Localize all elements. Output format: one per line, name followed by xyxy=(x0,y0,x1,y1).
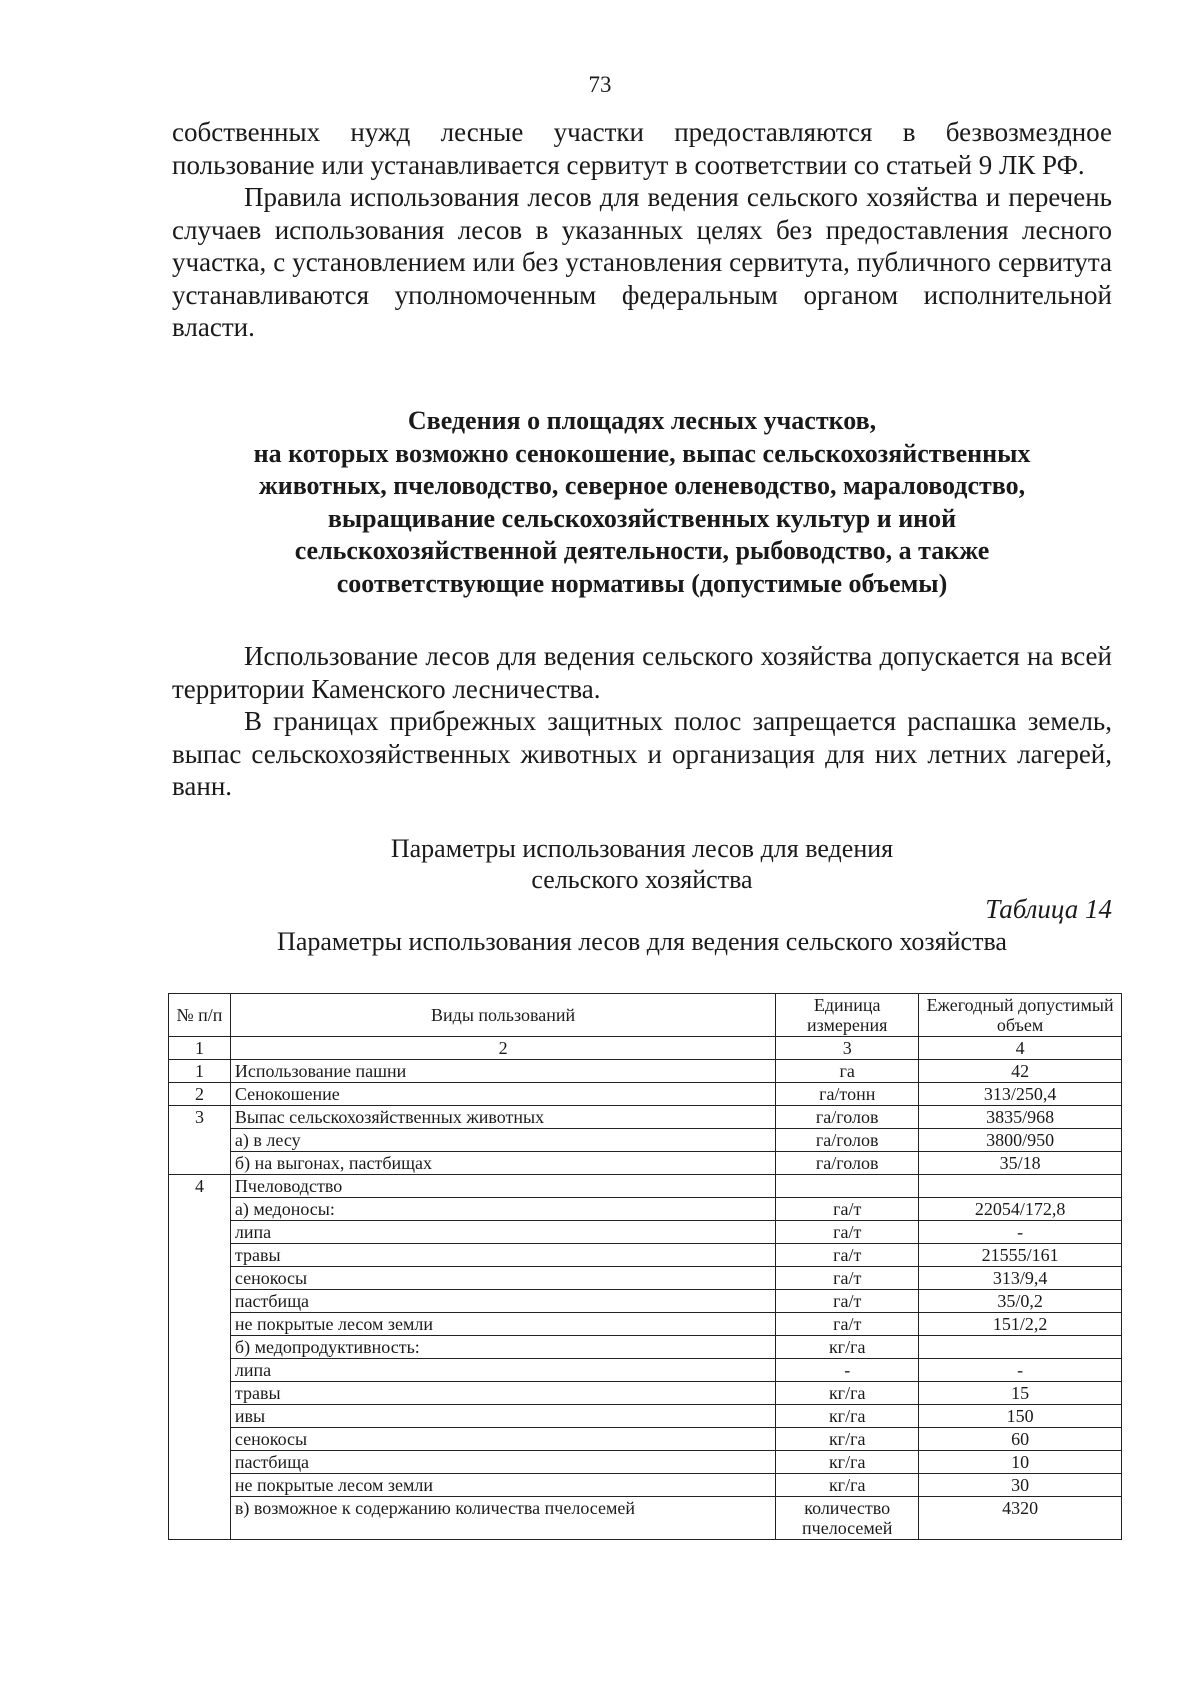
row-value-cell: 313/9,4 xyxy=(919,1267,1122,1290)
row-unit-cell: кг/га xyxy=(776,1405,919,1428)
row-value-cell xyxy=(919,1336,1122,1359)
table-row xyxy=(169,1428,1122,1451)
row-value-cell: 10 xyxy=(919,1451,1122,1474)
header-num: № п/п xyxy=(169,994,231,1037)
usage-paragraph-1: Использование лесов для ведения сельского хозяйства допускается на всей территории Каменского лесничества. xyxy=(172,641,1112,704)
row-unit-cell: количество пчелосемей xyxy=(776,1497,919,1540)
row-name-cell: травы xyxy=(230,1382,775,1405)
table-row xyxy=(169,1198,1122,1221)
row-unit-cell: кг/га xyxy=(776,1428,919,1451)
subtitle-line: Параметры использования лесов для ведения xyxy=(390,834,894,863)
row-number-cell: 3 xyxy=(169,1106,231,1175)
header-name: Виды пользований xyxy=(230,994,775,1037)
table-caption: Параметры использования лесов для ведения сельского хозяйства xyxy=(277,927,1007,956)
row-unit-cell: га/голов xyxy=(776,1129,919,1152)
heading-line: соответствующие нормативы (допустимые объемы) xyxy=(336,568,948,598)
row-value-cell: 21555/161 xyxy=(919,1244,1122,1267)
table-row xyxy=(169,1405,1122,1428)
table-number: Таблица 14 xyxy=(985,894,1112,924)
row-value-cell: 35/18 xyxy=(919,1152,1122,1175)
parameters-subtitle xyxy=(172,833,1112,895)
row-value-cell: 30 xyxy=(919,1474,1122,1497)
column-number: 3 xyxy=(776,1037,919,1060)
row-name-cell: не покрытые лесом земли xyxy=(230,1313,775,1336)
column-number: 2 xyxy=(230,1037,775,1060)
row-unit-cell: га/т xyxy=(776,1198,919,1221)
column-number: 4 xyxy=(919,1037,1122,1060)
row-name-cell: сенокосы xyxy=(230,1428,775,1451)
row-value-cell: - xyxy=(919,1359,1122,1382)
row-name-cell: ивы xyxy=(230,1405,775,1428)
row-unit-cell xyxy=(776,1175,919,1198)
table-row xyxy=(169,1336,1122,1359)
row-value-cell: 3800/950 xyxy=(919,1129,1122,1152)
row-unit-cell: кг/га xyxy=(776,1336,919,1359)
row-number-cell: 1 xyxy=(169,1060,231,1083)
row-value-cell: 35/0,2 xyxy=(919,1290,1122,1313)
row-unit-cell: га/т xyxy=(776,1313,919,1336)
table-row xyxy=(169,1382,1122,1405)
table-body xyxy=(169,1060,1122,1540)
table-row xyxy=(169,1244,1122,1267)
row-unit-cell: га/голов xyxy=(776,1106,919,1129)
row-value-cell xyxy=(919,1175,1122,1198)
row-value-cell: 60 xyxy=(919,1428,1122,1451)
row-unit-cell: га/голов xyxy=(776,1152,919,1175)
row-value-cell: 313/250,4 xyxy=(919,1083,1122,1106)
table-row xyxy=(169,1313,1122,1336)
section-heading xyxy=(172,405,1112,601)
row-name-cell: Сенокошение xyxy=(230,1083,775,1106)
row-number-cell: 2 xyxy=(169,1083,231,1106)
row-name-cell: в) возможное к содержанию количества пчелосемей xyxy=(230,1497,775,1540)
row-name-cell: б) медопродуктивность: xyxy=(230,1336,775,1359)
row-value-cell: 3835/968 xyxy=(919,1106,1122,1129)
intro-text xyxy=(172,116,1112,344)
row-name-cell: а) медоносы: xyxy=(230,1198,775,1221)
row-value-cell: 42 xyxy=(919,1060,1122,1083)
column-number: 1 xyxy=(169,1037,231,1060)
heading-line: выращивание сельскохозяйственных культур и иной xyxy=(327,503,957,533)
row-name-cell: липа xyxy=(230,1221,775,1244)
heading-line: на которых возможно сенокошение, выпас сельскохозяйственных xyxy=(253,438,1031,468)
row-number-cell: 4 xyxy=(169,1175,231,1540)
table-row xyxy=(169,1129,1122,1152)
table-column-numbers-row xyxy=(169,1037,1122,1060)
row-name-cell: а) в лесу xyxy=(230,1129,775,1152)
table-row xyxy=(169,1083,1122,1106)
row-unit-cell: - xyxy=(776,1359,919,1382)
table-row xyxy=(169,1152,1122,1175)
row-name-cell: пастбища xyxy=(230,1451,775,1474)
row-name-cell: Использование пашни xyxy=(230,1060,775,1083)
row-name-cell: сенокосы xyxy=(230,1267,775,1290)
row-name-cell: травы xyxy=(230,1244,775,1267)
table-row xyxy=(169,1267,1122,1290)
row-value-cell: 4320 xyxy=(919,1497,1122,1540)
row-unit-cell: га xyxy=(776,1060,919,1083)
row-unit-cell: кг/га xyxy=(776,1474,919,1497)
intro-paragraph-2: Правила использования лесов для ведения сельского хозяйства и перечень случаев использования лесов в указанных целях без предоставления лесного участка, с установлением или без установления сервитута, публичного сервитута устанавливаются уполномоченным федеральным органом исполнительной власти. xyxy=(172,182,1112,342)
row-value-cell: 22054/172,8 xyxy=(919,1198,1122,1221)
table-row xyxy=(169,1451,1122,1474)
row-value-cell: - xyxy=(919,1221,1122,1244)
intro-paragraph-1: собственных нужд лесные участки предоставляются в безвозмездное пользование или устанавливается сервитут в соответствии со статьей 9 ЛК РФ. xyxy=(172,117,1112,180)
table-row xyxy=(169,1060,1122,1083)
row-unit-cell: кг/га xyxy=(776,1382,919,1405)
table-row xyxy=(169,1106,1122,1129)
row-name-cell: Выпас сельскохозяйственных животных xyxy=(230,1106,775,1129)
row-value-cell: 151/2,2 xyxy=(919,1313,1122,1336)
row-value-cell: 150 xyxy=(919,1405,1122,1428)
parameters-table xyxy=(168,993,1122,1540)
table-row xyxy=(169,1290,1122,1313)
heading-line: животных, пчеловодство, северное оленеводство, мараловодство, xyxy=(258,471,1026,501)
table-row xyxy=(169,1474,1122,1497)
row-unit-cell: га/т xyxy=(776,1221,919,1244)
usage-text xyxy=(172,640,1112,803)
row-name-cell: Пчеловодство xyxy=(230,1175,775,1198)
subtitle-line: сельского хозяйства xyxy=(531,865,753,894)
header-unit: Единица измерения xyxy=(776,994,919,1037)
table-row xyxy=(169,1359,1122,1382)
table-row xyxy=(169,1175,1122,1198)
row-unit-cell: га/т xyxy=(776,1267,919,1290)
heading-line: Сведения о площадях лесных участков, xyxy=(407,406,877,435)
row-name-cell: б) на выгонах, пастбищах xyxy=(230,1152,775,1175)
usage-paragraph-2: В границах прибрежных защитных полос запрещается распашка земель, выпас сельскохозяйственных животных и организация для них летних лагерей, ванн. xyxy=(172,706,1112,801)
row-name-cell: пастбища xyxy=(230,1290,775,1313)
header-volume: Ежегодный допустимый объем xyxy=(919,994,1122,1037)
heading-line: сельскохозяйственной деятельности, рыбоводство, а также xyxy=(294,536,990,566)
table-header-row xyxy=(169,994,1122,1037)
row-unit-cell: кг/га xyxy=(776,1451,919,1474)
row-name-cell: липа xyxy=(230,1359,775,1382)
row-value-cell: 15 xyxy=(919,1382,1122,1405)
row-unit-cell: га/т xyxy=(776,1290,919,1313)
row-unit-cell: га/т xyxy=(776,1244,919,1267)
table-row xyxy=(169,1497,1122,1540)
row-name-cell: не покрытые лесом земли xyxy=(230,1474,775,1497)
row-unit-cell: га/тонн xyxy=(776,1083,919,1106)
page-number: 73 xyxy=(588,72,612,97)
table-row xyxy=(169,1221,1122,1244)
